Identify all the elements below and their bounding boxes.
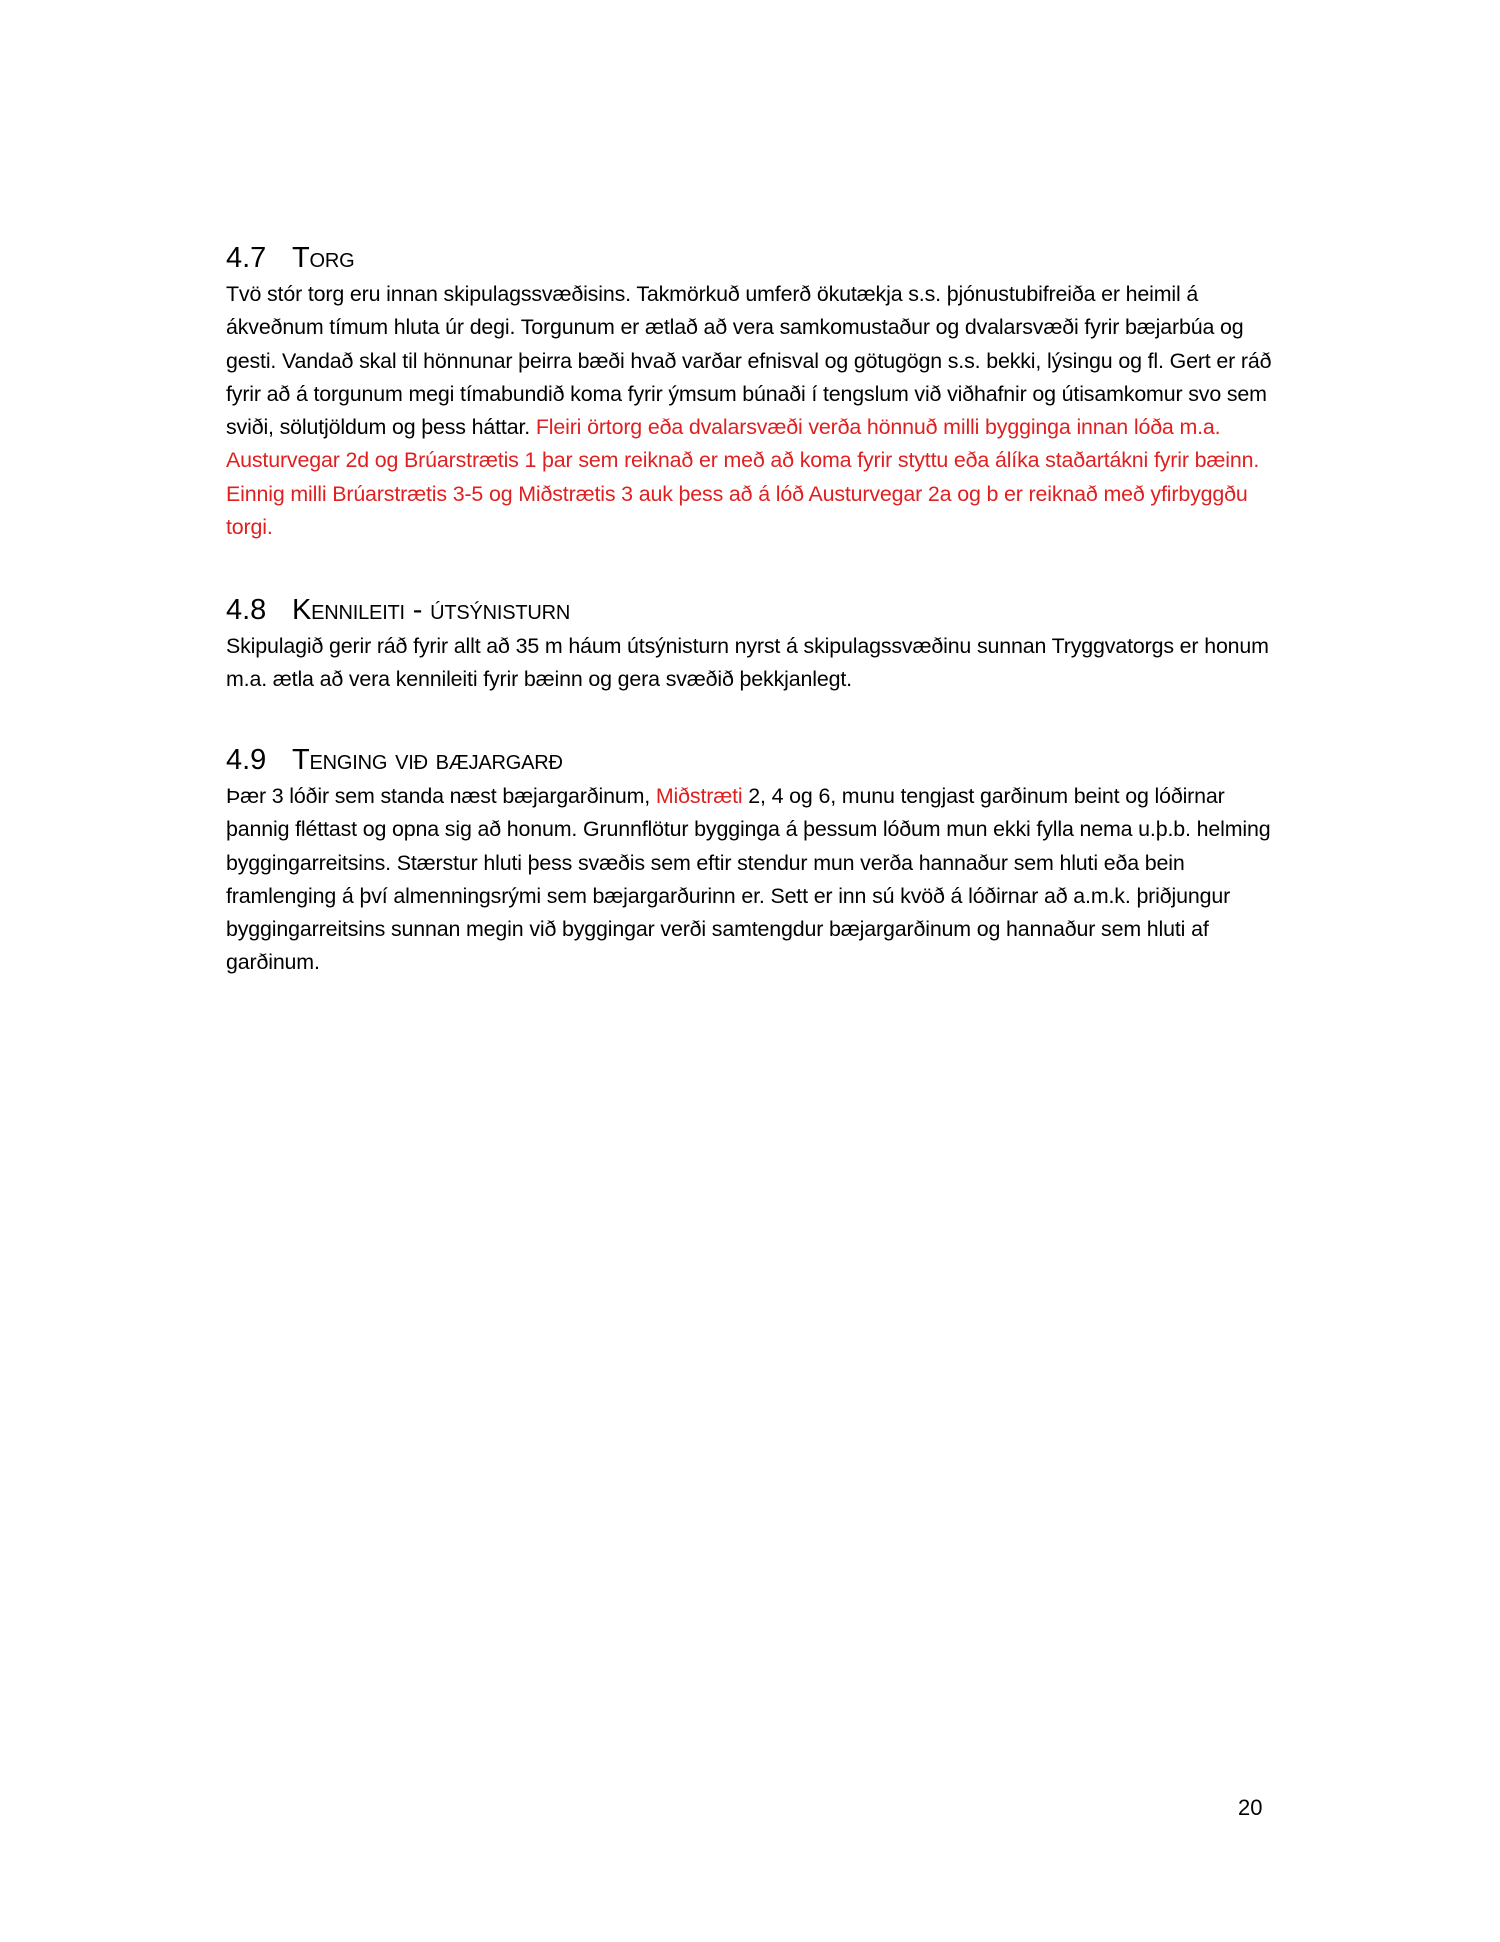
section-title: Kennileiti - útsýnisturn xyxy=(292,594,571,626)
paragraph-text: 2, 4 og 6, munu tengjast garðinum beint og lóðirnar þannig fléttast og opna sig að honum. Grunnflötur bygginga á þessum lóðum mun ekki fylla nema u.þ.b. helming byggingarreitsins. Stærstur hluti þess svæðis sem eftir stendur mun verða hannaður sem hluti eða bein framlenging á því almenningsrými sem bæjargarðurinn er. Sett er inn sú kvöð á lóðirnar að a.m.k. þriðjungur byggingarreitsins sunnan megin við byggingar verði samtengdur bæjargarðinum og hannaður sem hluti af garðinum. xyxy=(226,784,1271,975)
section-heading xyxy=(226,742,1276,778)
section-number: 4.9 xyxy=(226,744,267,776)
section-4-8 xyxy=(226,592,1276,697)
paragraph-text: Skipulagið gerir ráð fyrir allt að 35 m háum útsýnisturn nyrst á skipulagssvæðinu sunnan Tryggvatorgs er honum m.a. ætla að vera kennileiti fyrir bæinn og gera svæðið þekkjanlegt. xyxy=(226,634,1269,692)
section-title: Torg xyxy=(292,242,355,274)
section-heading xyxy=(226,592,1276,628)
paragraph-text-highlighted: Fleiri örtorg eða dvalarsvæði verða hönnuð milli bygginga innan lóða m.a. Austurvegar 2d og Brúarstrætis 1 þar sem reiknað er með að koma fyrir styttu eða álíka staðartákni fyrir bæinn. Einnig milli Brúarstrætis 3-5 og Miðstrætis 3 auk þess að á lóð Austurvegar 2a og b er reiknað með yfirbyggðu torgi. xyxy=(226,415,1260,540)
paragraph-text-highlighted: Miðstræti xyxy=(655,784,743,808)
section-number: 4.8 xyxy=(226,594,267,626)
paragraph-text: Þær 3 lóðir sem standa næst bæjargarðinum, xyxy=(226,784,651,808)
page-number: 20 xyxy=(1238,1795,1263,1820)
section-paragraph xyxy=(226,278,1276,544)
section-heading xyxy=(226,240,1276,276)
paragraph-text: Tvö stór torg eru innan skipulagssvæðisins. Takmörkuð umferð ökutækja s.s. þjónustubifreiða er heimil á ákveðnum tímum hluta úr degi. Torgunum er ætlað að vera samkomustaður og dvalarsvæði fyrir bæjarbúa og gesti. Vandað skal til hönnunar þeirra bæði hvað varðar efnisval og götugögn s.s. bekki, lýsingu og fl. Gert er ráð fyrir að á torgunum megi tímabundið koma fyrir ýmsum búnaði í tengslum við viðhafnir og útisamkomur svo sem sviði, sölutjöldum og þess háttar. xyxy=(226,282,1272,440)
section-paragraph xyxy=(226,630,1276,697)
section-4-7 xyxy=(226,240,1276,544)
section-number: 4.7 xyxy=(226,242,267,274)
section-paragraph xyxy=(226,780,1276,980)
section-title: Tenging við bæjargarð xyxy=(292,744,563,776)
section-4-9 xyxy=(226,742,1276,980)
